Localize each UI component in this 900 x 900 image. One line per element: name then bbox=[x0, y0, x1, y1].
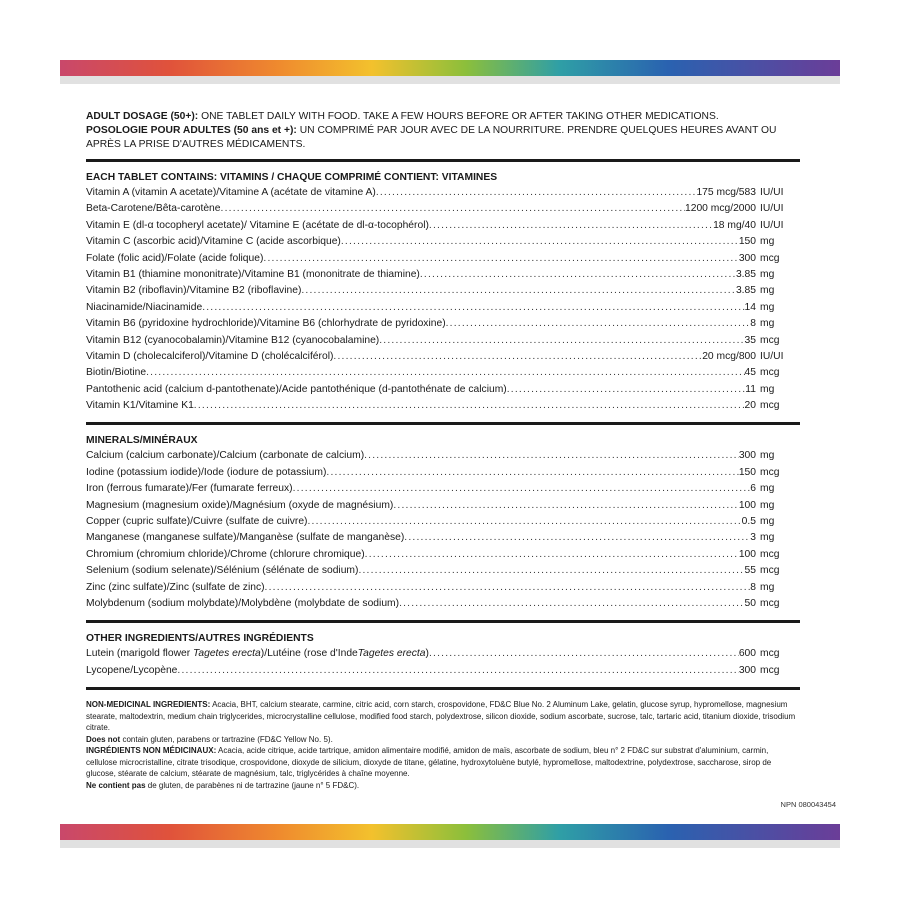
ingredient-name: Vitamin E (dl-α tocopheryl acetate)/ Vitamine E (acétate de dl-α-tocophérol) bbox=[86, 219, 429, 231]
ingredient-unit: mg bbox=[760, 285, 775, 297]
vitamin-row bbox=[86, 399, 800, 415]
section-divider bbox=[86, 422, 800, 425]
leader-dots bbox=[333, 350, 702, 364]
ingredient-unit: mcg bbox=[760, 597, 780, 609]
ingredient-amount: 8 bbox=[750, 318, 756, 330]
vitamin-row bbox=[86, 252, 800, 268]
ingredient-amount: 300 bbox=[738, 450, 756, 462]
leader-dots bbox=[358, 564, 744, 578]
ingredient-amount: 11 bbox=[745, 383, 756, 395]
ingredient-unit: mg bbox=[760, 318, 775, 330]
vitamin-row bbox=[86, 219, 800, 235]
ingredient-amount: 55 bbox=[744, 565, 756, 577]
leader-dots bbox=[376, 186, 697, 200]
ingredient-unit: mcg bbox=[760, 400, 780, 412]
ingredient-amount: 6 bbox=[750, 483, 756, 495]
ingredient-name: Vitamin D (cholecalciferol)/Vitamine D (cholécalciférol) bbox=[86, 350, 334, 362]
mineral-row bbox=[86, 449, 800, 465]
ingredient-name: Copper (cupric sulfate)/Cuivre (sulfate de cuivre) bbox=[86, 516, 308, 528]
mineral-row bbox=[86, 581, 800, 597]
ingredient-amount: 45 bbox=[744, 367, 756, 379]
leader-dots bbox=[507, 383, 746, 397]
ingredient-unit: mg bbox=[760, 236, 775, 248]
ingredient-name: Magnesium (magnesium oxide)/Magnésium (oxyde de magnésium) bbox=[86, 499, 394, 511]
ingredient-name: Molybdenum (sodium molybdate)/Molybdène (molybdate de sodium) bbox=[86, 597, 400, 609]
leader-dots bbox=[293, 482, 751, 496]
ingredient-unit: mg bbox=[760, 532, 775, 544]
vitamin-row bbox=[86, 202, 800, 218]
leader-dots bbox=[404, 531, 750, 545]
leader-dots bbox=[307, 515, 741, 529]
ingredient-amount: 3.85 bbox=[735, 285, 756, 297]
top-rainbow-band bbox=[60, 60, 840, 76]
ingredient-amount: 3.85 bbox=[735, 268, 756, 280]
ingredient-unit: mcg bbox=[760, 664, 780, 676]
ingredient-row-lycopene: Lycopene/Lycopène ..... 300 mcg bbox=[86, 664, 800, 680]
ingredient-amount: 20 mcg/800 bbox=[702, 350, 756, 362]
vitamin-row bbox=[86, 350, 800, 366]
ingredient-unit: IU/UI bbox=[760, 203, 784, 215]
ingredient-unit: mcg bbox=[760, 252, 780, 264]
leader-dots bbox=[365, 548, 739, 562]
ingredient-name: Iron (ferrous fumarate)/Fer (fumarate ferreux) bbox=[86, 483, 293, 495]
ingredient-name: Selenium (sodium selenate)/Sélénium (sélénate de sodium) bbox=[86, 565, 359, 577]
ingredient-unit: mcg bbox=[760, 367, 780, 379]
leader-dots bbox=[429, 219, 713, 233]
leader-dots bbox=[146, 366, 744, 380]
ingredient-unit: mg bbox=[760, 483, 775, 495]
ingredient-name: Vitamin B1 (thiamine mononitrate)/Vitamine B1 (mononitrate de thiamine) bbox=[86, 268, 420, 280]
leader-dots bbox=[326, 466, 738, 480]
ingredient-unit: mg bbox=[760, 581, 775, 593]
bottom-rainbow-band bbox=[60, 824, 840, 840]
ingredient-amount: 150 bbox=[738, 466, 756, 478]
minerals-heading: MINERALS/MINÉRAUX bbox=[86, 435, 198, 447]
section-divider bbox=[86, 687, 800, 690]
vitamin-row bbox=[86, 186, 800, 202]
leader-dots bbox=[194, 399, 745, 413]
leader-dots bbox=[393, 499, 738, 513]
ingredient-unit: mg bbox=[760, 301, 775, 313]
leader-dots bbox=[263, 252, 738, 266]
ingredient-name: Folate (folic acid)/Folate (acide folique) bbox=[86, 252, 264, 264]
leader-dots bbox=[446, 317, 751, 331]
ingredient-amount: 35 bbox=[744, 334, 756, 346]
ingredient-amount: 100 bbox=[738, 499, 756, 511]
ingredient-amount: 300 bbox=[738, 664, 756, 676]
ingredient-name: Chromium (chromium chloride)/Chrome (chlorure chromique) bbox=[86, 548, 365, 560]
ingredient-name: Vitamin B2 (riboflavin)/Vitamine B2 (riboflavine) bbox=[86, 285, 302, 297]
vitamin-row bbox=[86, 383, 800, 399]
leader-dots bbox=[420, 268, 736, 282]
ingredient-name: Vitamin B12 (cyanocobalamin)/Vitamine B12 (cyanocobalamine) bbox=[86, 334, 380, 346]
ingredient-name: Beta-Carotene/Bêta-carotène bbox=[86, 203, 221, 215]
ingredient-name: Vitamin A (vitamin A acetate)/Vitamine A (acétate de vitamine A) bbox=[86, 187, 376, 198]
npn-number: NPN 080043454 bbox=[780, 800, 836, 809]
ingredient-amount: 0.5 bbox=[741, 516, 756, 528]
other-ingredients-heading: OTHER INGREDIENTS/AUTRES INGRÉDIENTS bbox=[86, 633, 314, 645]
ingredient-name: Zinc (zinc sulfate)/Zinc (sulfate de zinc) bbox=[86, 581, 265, 593]
ingredient-name: Pantothenic acid (calcium d-pantothenate)/Acide pantothénique (d-pantothénate de calcium) bbox=[86, 383, 507, 395]
minerals-list bbox=[86, 449, 800, 613]
vitamin-row bbox=[86, 284, 800, 300]
ingredient-name: Manganese (manganese sulfate)/Manganèse (sulfate de manganèse) bbox=[86, 532, 405, 544]
mineral-row bbox=[86, 597, 800, 613]
ingredient-amount: 20 bbox=[744, 400, 756, 412]
ingredient-amount: 600 bbox=[738, 648, 756, 660]
dosage-french: POSOLOGIE POUR ADULTES (50 ans et +): UN COMPRIMÉ PAR JOUR AVEC DE LA NOURRITURE. PRENDRE QUELQUES HEURES AVANT OU APRÈS LA PRISE D'AUTRES MÉDICAMENTS. bbox=[86, 125, 777, 150]
ingredient-unit: mg bbox=[760, 499, 775, 511]
vitamin-row bbox=[86, 317, 800, 333]
vitamin-row bbox=[86, 334, 800, 350]
dosage-block bbox=[86, 110, 800, 152]
section-divider bbox=[86, 159, 800, 162]
ingredient-unit: mg bbox=[760, 450, 775, 462]
ingredient-name: Iodine (potassium iodide)/Iode (iodure de potassium) bbox=[86, 466, 327, 478]
ingredient-unit: mcg bbox=[760, 565, 780, 577]
mineral-row bbox=[86, 548, 800, 564]
ingredient-amount: 150 bbox=[738, 236, 756, 248]
leader-dots bbox=[202, 301, 744, 315]
ingredient-amount: 100 bbox=[738, 548, 756, 560]
section-divider bbox=[86, 620, 800, 623]
vitamin-row bbox=[86, 366, 800, 382]
leader-dots bbox=[379, 334, 744, 348]
ingredient-amount: 50 bbox=[744, 597, 756, 609]
ingredient-unit: mg bbox=[760, 516, 775, 528]
ingredient-name: Biotin/Biotine bbox=[86, 367, 147, 379]
supplement-facts-panel bbox=[86, 110, 800, 791]
leader-dots bbox=[221, 202, 685, 216]
ingredient-amount: 1200 mcg/2000 bbox=[685, 203, 756, 215]
leader-dots bbox=[399, 597, 744, 611]
ingredient-amount: 14 bbox=[744, 301, 756, 313]
ingredient-unit: mcg bbox=[760, 334, 780, 346]
ingredient-amount: 300 bbox=[738, 252, 756, 264]
ingredient-name: Calcium (calcium carbonate)/Calcium (carbonate de calcium) bbox=[86, 450, 365, 462]
vitamin-row bbox=[86, 301, 800, 317]
ingredient-amount: 8 bbox=[750, 581, 756, 593]
ingredient-amount: 18 mg/40 bbox=[713, 219, 756, 231]
mineral-row bbox=[86, 499, 800, 515]
ingredient-unit: IU/UI bbox=[760, 350, 784, 362]
ingredient-name: Niacinamide/Niacinamide bbox=[86, 301, 203, 313]
non-medicinal-ingredients: NON-MEDICINAL INGREDIENTS: Acacia, BHT, calcium stearate, carmine, citric acid, corn starch, crospovidone, FD&C Blue No. 2 Aluminum Lake, gelatin, glucose syrup, hypromellose, magnesium stearate, maltodextrin, medium chain triglycerides, microcrystalline cellulose, modified food starch, polydextrose, silicon dioxide, sodium ascorbate, sucrose, talc, tartaric acid, titanium dioxide, trisodium citrate. Does not contain gluten, parabens or tartrazine (FD&C Yellow No. 5). INGRÉDIENTS NON MÉDICINAUX: Acacia, acide citrique, acide tartrique, amidon alimentaire modifié, amidon de maïs, ascorbate de sodium, bleu n° 2 FD&C sur substrat d'aluminium, carmin, cellulose microcristalline, citrate trisodique, crospovidone, dioxyde de silicium, dioxyde de titane, gélatine, hydroxytoluène butylé, hypromellose, maltodextrine, polydextrose, saccharose, sirop de glucose, stéarate de calcium, stéarate de magnésium, talc, triglycérides à chaîne moyenne. Ne contient pas de gluten, de parabènes ni de tartrazine (jaune n° 5 FD&C). bbox=[86, 700, 796, 790]
ingredient-unit: mg bbox=[760, 268, 775, 280]
ingredient-name: Vitamin K1/Vitamine K1 bbox=[86, 400, 194, 412]
ingredient-name: Vitamin B6 (pyridoxine hydrochloride)/Vitamine B6 (chlorhydrate de pyridoxine) bbox=[86, 318, 446, 330]
ingredient-row-lutein: Lutein (marigold flower Tagetes erecta)/Lutéine (rose d'IndeTagetes erecta) ..... 600 mcg bbox=[86, 647, 800, 663]
ingredient-unit: mcg bbox=[760, 548, 780, 560]
vitamins-list bbox=[86, 186, 800, 415]
ingredient-unit: IU/UI bbox=[760, 219, 784, 231]
mineral-row bbox=[86, 466, 800, 482]
ingredient-unit: mg bbox=[760, 383, 775, 395]
vitamins-heading: EACH TABLET CONTAINS: VITAMINS / CHAQUE COMPRIMÉ CONTIENT: VITAMINES bbox=[86, 172, 498, 183]
leader-dots bbox=[265, 581, 751, 595]
ingredient-unit: IU/UI bbox=[760, 187, 784, 198]
mineral-row bbox=[86, 482, 800, 498]
mineral-row bbox=[86, 515, 800, 531]
ingredient-name: Vitamin C (ascorbic acid)/Vitamine C (acide ascorbique) bbox=[86, 236, 341, 248]
vitamin-row bbox=[86, 268, 800, 284]
leader-dots bbox=[341, 235, 739, 249]
leader-dots bbox=[301, 284, 736, 298]
mineral-row bbox=[86, 564, 800, 580]
ingredient-amount: 3 bbox=[750, 532, 756, 544]
leader-dots bbox=[364, 449, 739, 463]
ingredient-unit: mcg bbox=[760, 466, 780, 478]
mineral-row bbox=[86, 531, 800, 547]
vitamin-row bbox=[86, 235, 800, 251]
ingredient-unit: mcg bbox=[760, 648, 780, 660]
dosage-english: ADULT DOSAGE (50+): ONE TABLET DAILY WITH FOOD. TAKE A FEW HOURS BEFORE OR AFTER TAKING OTHER MEDICATIONS. bbox=[86, 111, 719, 122]
ingredient-amount: 175 mcg/583 bbox=[696, 187, 756, 198]
